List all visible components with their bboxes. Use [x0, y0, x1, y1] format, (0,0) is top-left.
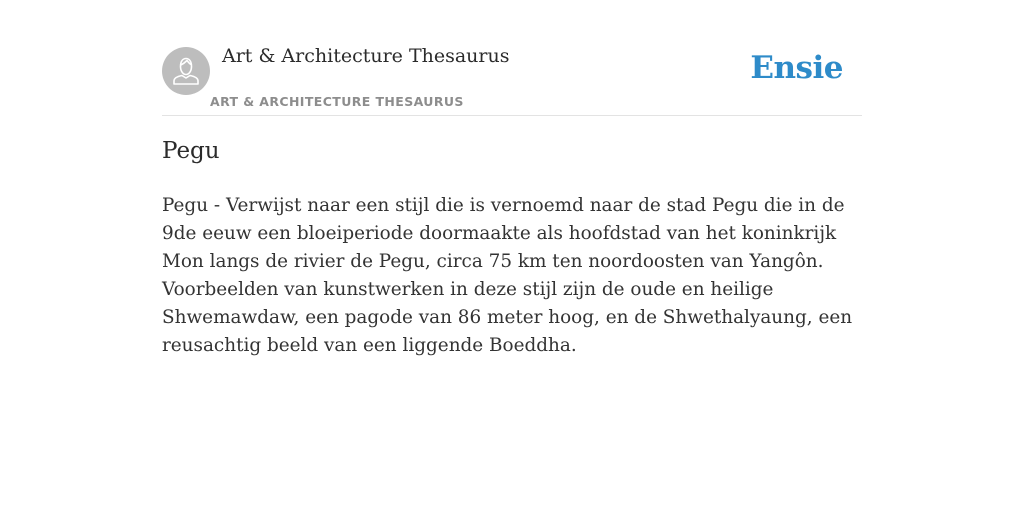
article-body: Pegu - Verwijst naar een stijl die is vernoemd naar de stad Pegu die in de 9de eeuw een bloeiperiode doormaakte als hoofdstad van het koninkrijk Mon langs de rivier de Pegu, circa 75 km ten noordoosten van Yangôn. Voorbeelden van kunstwerken in deze stijl zijn de oude en heilige Shwemawdaw, een pagode van 86 meter hoog, en de Shwethalyaung, een reusachtig beeld van een liggende Boeddha.: [162, 195, 853, 356]
author-avatar[interactable]: [162, 47, 210, 95]
user-silhouette-icon: [162, 47, 210, 95]
page-title: Pegu: [162, 138, 220, 164]
author-subtitle-link[interactable]: ART & ARCHITECTURE THESAURUS: [210, 94, 464, 109]
header: [162, 0, 862, 116]
author-name-link[interactable]: Art & Architecture Thesaurus: [222, 45, 510, 67]
ensie-logo[interactable]: Ensie: [750, 50, 843, 86]
